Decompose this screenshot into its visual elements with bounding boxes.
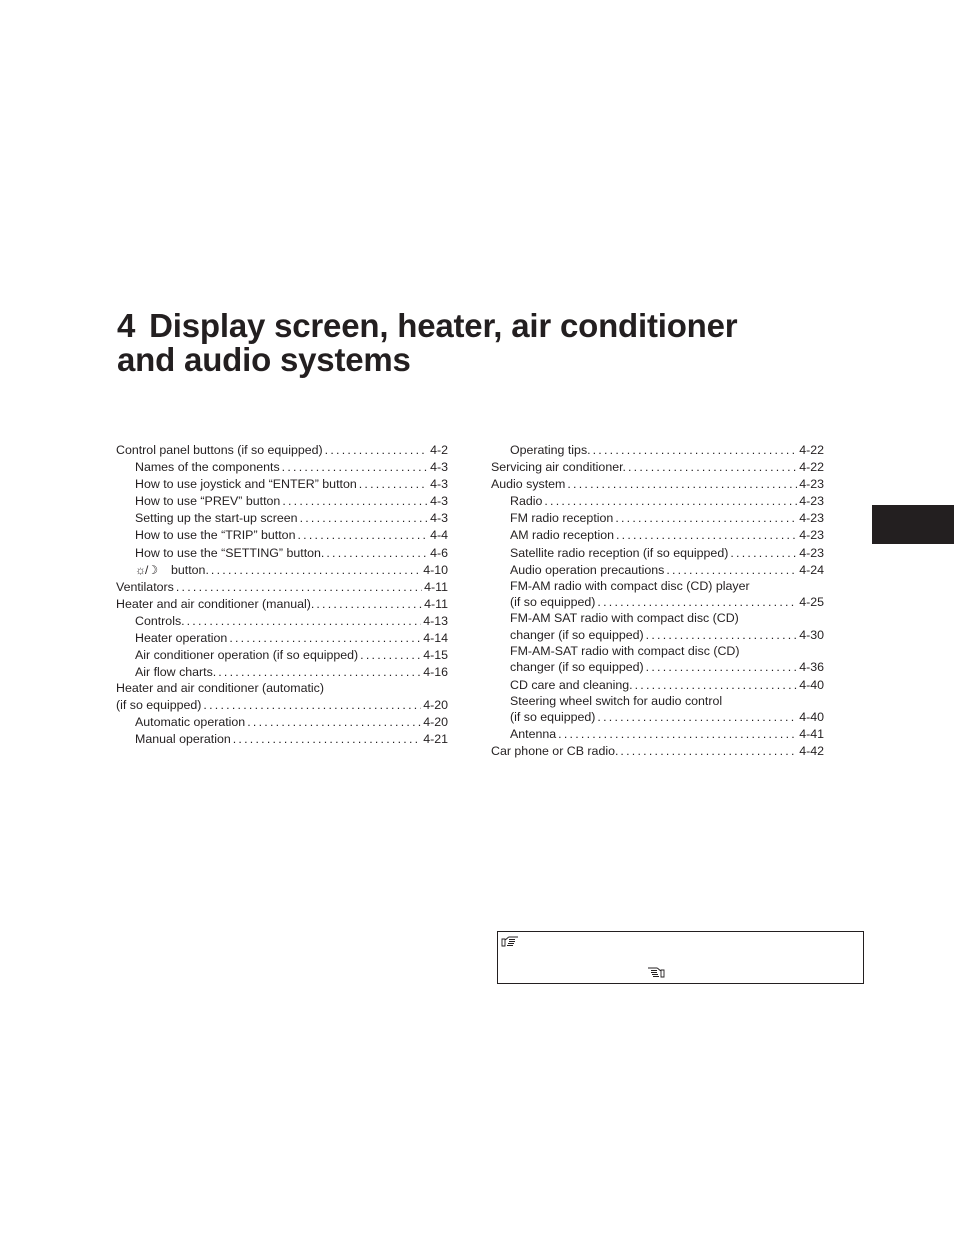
toc-entry[interactable]: [116, 459, 448, 476]
toc-entry[interactable]: [491, 442, 824, 459]
toc-entry[interactable]: [116, 664, 448, 681]
dot-leader: [620, 743, 797, 760]
toc-entry-label: Setting up the start-up screen: [135, 511, 298, 526]
dot-leader: [229, 630, 421, 647]
toc-entry[interactable]: [116, 545, 448, 562]
chapter-title: [117, 309, 877, 377]
toc-entry[interactable]: [491, 459, 824, 476]
toc-entry-label-line1: Steering wheel switch for audio control: [510, 693, 723, 708]
toc-entry-page: 4-10: [423, 562, 448, 577]
toc-entry-label-line1: FM-AM-SAT radio with compact disc (CD): [510, 643, 740, 658]
hand-pointer-right-icon: [501, 935, 519, 947]
toc-entry-label: How to use joystick and “ENTER” button: [135, 477, 357, 492]
toc-entry-label: Control panel buttons (if so equipped): [116, 443, 323, 457]
toc-entry[interactable]: [116, 493, 448, 510]
toc-entry-page: 4-40: [799, 710, 824, 725]
toc-entry-page: 4-23: [799, 528, 824, 543]
toc-entry-label: changer (if so equipped): [510, 660, 644, 675]
dot-leader: [233, 731, 421, 748]
toc-entry[interactable]: [116, 613, 448, 630]
toc-entry-label: CD care and cleaning.: [510, 677, 633, 692]
toc-entry-page: 4-16: [423, 665, 448, 680]
toc-entry[interactable]: [116, 579, 448, 596]
toc-entry-label: (if so equipped): [510, 710, 596, 725]
toc-entry-label: How to use “PREV” button: [135, 494, 281, 509]
toc-entry[interactable]: [491, 562, 824, 579]
toc-entry-page: 4-11: [424, 596, 448, 611]
toc-entry-label: button.: [171, 562, 209, 577]
dot-leader: [176, 579, 422, 596]
toc-entry[interactable]: [491, 743, 824, 760]
toc-entry-label-line1: FM-AM SAT radio with compact disc (CD): [510, 611, 739, 626]
dot-leader: [615, 510, 797, 527]
toc-entry-page: 4-15: [423, 648, 448, 663]
toc-entry-page: 4-3: [430, 494, 448, 509]
toc-entry-page: 4-30: [799, 627, 824, 642]
dot-leader: [730, 545, 797, 562]
toc-entry[interactable]: [116, 510, 448, 527]
dot-leader: [616, 527, 797, 544]
toc-entry-label: Servicing air conditioner.: [491, 460, 626, 475]
dot-leader: [203, 697, 421, 714]
toc-entry-label: AM radio reception: [510, 528, 614, 543]
toc-entry-label: Antenna: [510, 727, 557, 742]
dot-leader: [359, 476, 428, 493]
dot-leader: [646, 627, 798, 644]
dot-leader: [628, 459, 797, 476]
hand-pointer-left-icon: [647, 966, 665, 978]
toc-entry[interactable]: [116, 476, 448, 493]
chapter-title-line2: and audio systems: [117, 341, 411, 378]
toc-entry-page: 4-36: [799, 660, 824, 675]
toc-entry-page: 4-22: [799, 460, 824, 475]
toc-entry[interactable]: [116, 527, 448, 544]
dot-leader: [646, 659, 798, 676]
dot-leader: [282, 459, 428, 476]
dot-leader: [597, 709, 797, 726]
dot-leader: [326, 545, 428, 562]
toc-entry-label: Operating tips.: [510, 443, 591, 457]
toc-entry[interactable]: [491, 611, 824, 644]
dot-leader: [360, 647, 421, 664]
toc-entry-label: changer (if so equipped): [510, 627, 644, 642]
dot-leader: [544, 493, 797, 510]
dot-leader: [187, 613, 422, 630]
toc-entry-label: Air flow charts.: [135, 665, 217, 680]
toc-entry-page: 4-20: [423, 697, 448, 712]
toc-entry-label: (if so equipped): [510, 595, 596, 610]
toc-entry-page: 4-23: [799, 511, 824, 526]
toc-entry-page: 4-11: [424, 579, 448, 594]
dot-leader: [316, 596, 422, 613]
toc-entry[interactable]: [116, 714, 448, 731]
toc-entry[interactable]: [491, 726, 824, 743]
toc-entry[interactable]: [491, 677, 824, 694]
toc-entry[interactable]: [491, 493, 824, 510]
toc-entry-page: 4-23: [799, 477, 824, 492]
toc-entry-page: 4-24: [799, 562, 824, 577]
toc-entry[interactable]: [491, 694, 824, 727]
toc-entry-label: (if so equipped): [116, 697, 202, 712]
dot-leader: [211, 562, 421, 579]
toc-entry-label: Ventilators: [116, 579, 174, 594]
toc-entry-label-line1: Heater and air conditioner (automatic): [116, 681, 324, 696]
dot-leader: [297, 527, 428, 544]
toc-entry[interactable]: [491, 545, 824, 562]
toc-entry-page: 4-42: [799, 744, 824, 759]
dot-leader: [593, 442, 798, 459]
toc-entry-label: FM radio reception: [510, 511, 614, 526]
toc-entry[interactable]: [116, 731, 448, 748]
toc-entry-page: 4-3: [430, 477, 448, 492]
toc-entry-label-line1: FM-AM radio with compact disc (CD) player: [510, 578, 750, 593]
toc-entry-label: How to use the “SETTING” button.: [135, 545, 325, 560]
toc-entry-label: Audio operation precautions: [510, 562, 665, 577]
toc-entry-page: 4-41: [799, 727, 824, 742]
toc-entry-label: Heater and air conditioner (manual).: [116, 596, 315, 611]
toc-entry-label: Controls.: [135, 613, 185, 628]
toc-entry-page: 4-22: [799, 443, 824, 457]
dot-leader: [247, 714, 421, 731]
toc-entry-label: Automatic operation: [135, 714, 246, 729]
dot-leader: [567, 476, 797, 493]
toc-entry-label: Names of the components: [135, 460, 280, 475]
chapter-title-text-1: Display screen, heater, air conditioner: [149, 307, 738, 344]
toc-entry[interactable]: [491, 527, 824, 544]
toc-entry-page: 4-25: [799, 595, 824, 610]
dot-leader: [300, 510, 429, 527]
toc-right-column: [491, 442, 824, 760]
toc-entry-label: Audio system: [491, 477, 566, 492]
toc-entry-label: How to use the “TRIP” button: [135, 528, 296, 543]
toc-entry-page: 4-2: [430, 443, 448, 457]
toc-entry[interactable]: [116, 630, 448, 647]
toc-entry-label: Heater operation: [135, 631, 228, 646]
toc-entry-page: 4-13: [423, 613, 448, 628]
note-box: [497, 931, 864, 984]
toc-entry-label: Air conditioner operation (if so equipped): [135, 648, 359, 663]
toc-entry-label: Manual operation: [135, 732, 231, 746]
toc-entry-page: 4-23: [799, 494, 824, 509]
toc-entry-page: 4-21: [423, 732, 448, 746]
dot-leader: [558, 726, 797, 743]
dot-leader: [666, 562, 797, 579]
toc-entry[interactable]: [116, 562, 448, 579]
toc-entry-page: 4-4: [430, 528, 448, 543]
toc-entry[interactable]: [116, 442, 448, 459]
chapter-side-tab: [872, 505, 954, 544]
toc-entry[interactable]: [116, 681, 448, 714]
chapter-number: 4: [117, 307, 136, 344]
dot-leader: [635, 677, 798, 694]
toc-entry-page: 4-3: [430, 511, 448, 526]
toc-entry-page: 4-40: [799, 677, 824, 692]
toc-entry[interactable]: [491, 476, 824, 493]
toc-entry[interactable]: [116, 647, 448, 664]
toc-entry[interactable]: [116, 596, 448, 613]
dot-leader: [282, 493, 428, 510]
toc-entry[interactable]: [491, 644, 824, 677]
dot-leader: [218, 664, 421, 681]
toc-entry[interactable]: [491, 510, 824, 527]
chapter-title-line1: [117, 309, 877, 343]
toc-entry-page: 4-6: [430, 545, 448, 560]
toc-entry-page: 4-23: [799, 545, 824, 560]
toc-entry-page: 4-14: [423, 631, 448, 646]
toc-entry-label: Car phone or CB radio.: [491, 744, 619, 759]
toc-left-column: [116, 442, 448, 748]
sun-moon-icon: ☼/☽: [135, 562, 158, 577]
toc-entry-page: 4-20: [423, 714, 448, 729]
toc-entry-page: 4-3: [430, 460, 448, 475]
toc-entry[interactable]: [491, 579, 824, 612]
dot-leader: [325, 442, 428, 459]
toc-entry-label: Satellite radio reception (if so equipped): [510, 545, 729, 560]
dot-leader: [597, 594, 797, 611]
toc-entry-label: Radio: [510, 494, 543, 509]
